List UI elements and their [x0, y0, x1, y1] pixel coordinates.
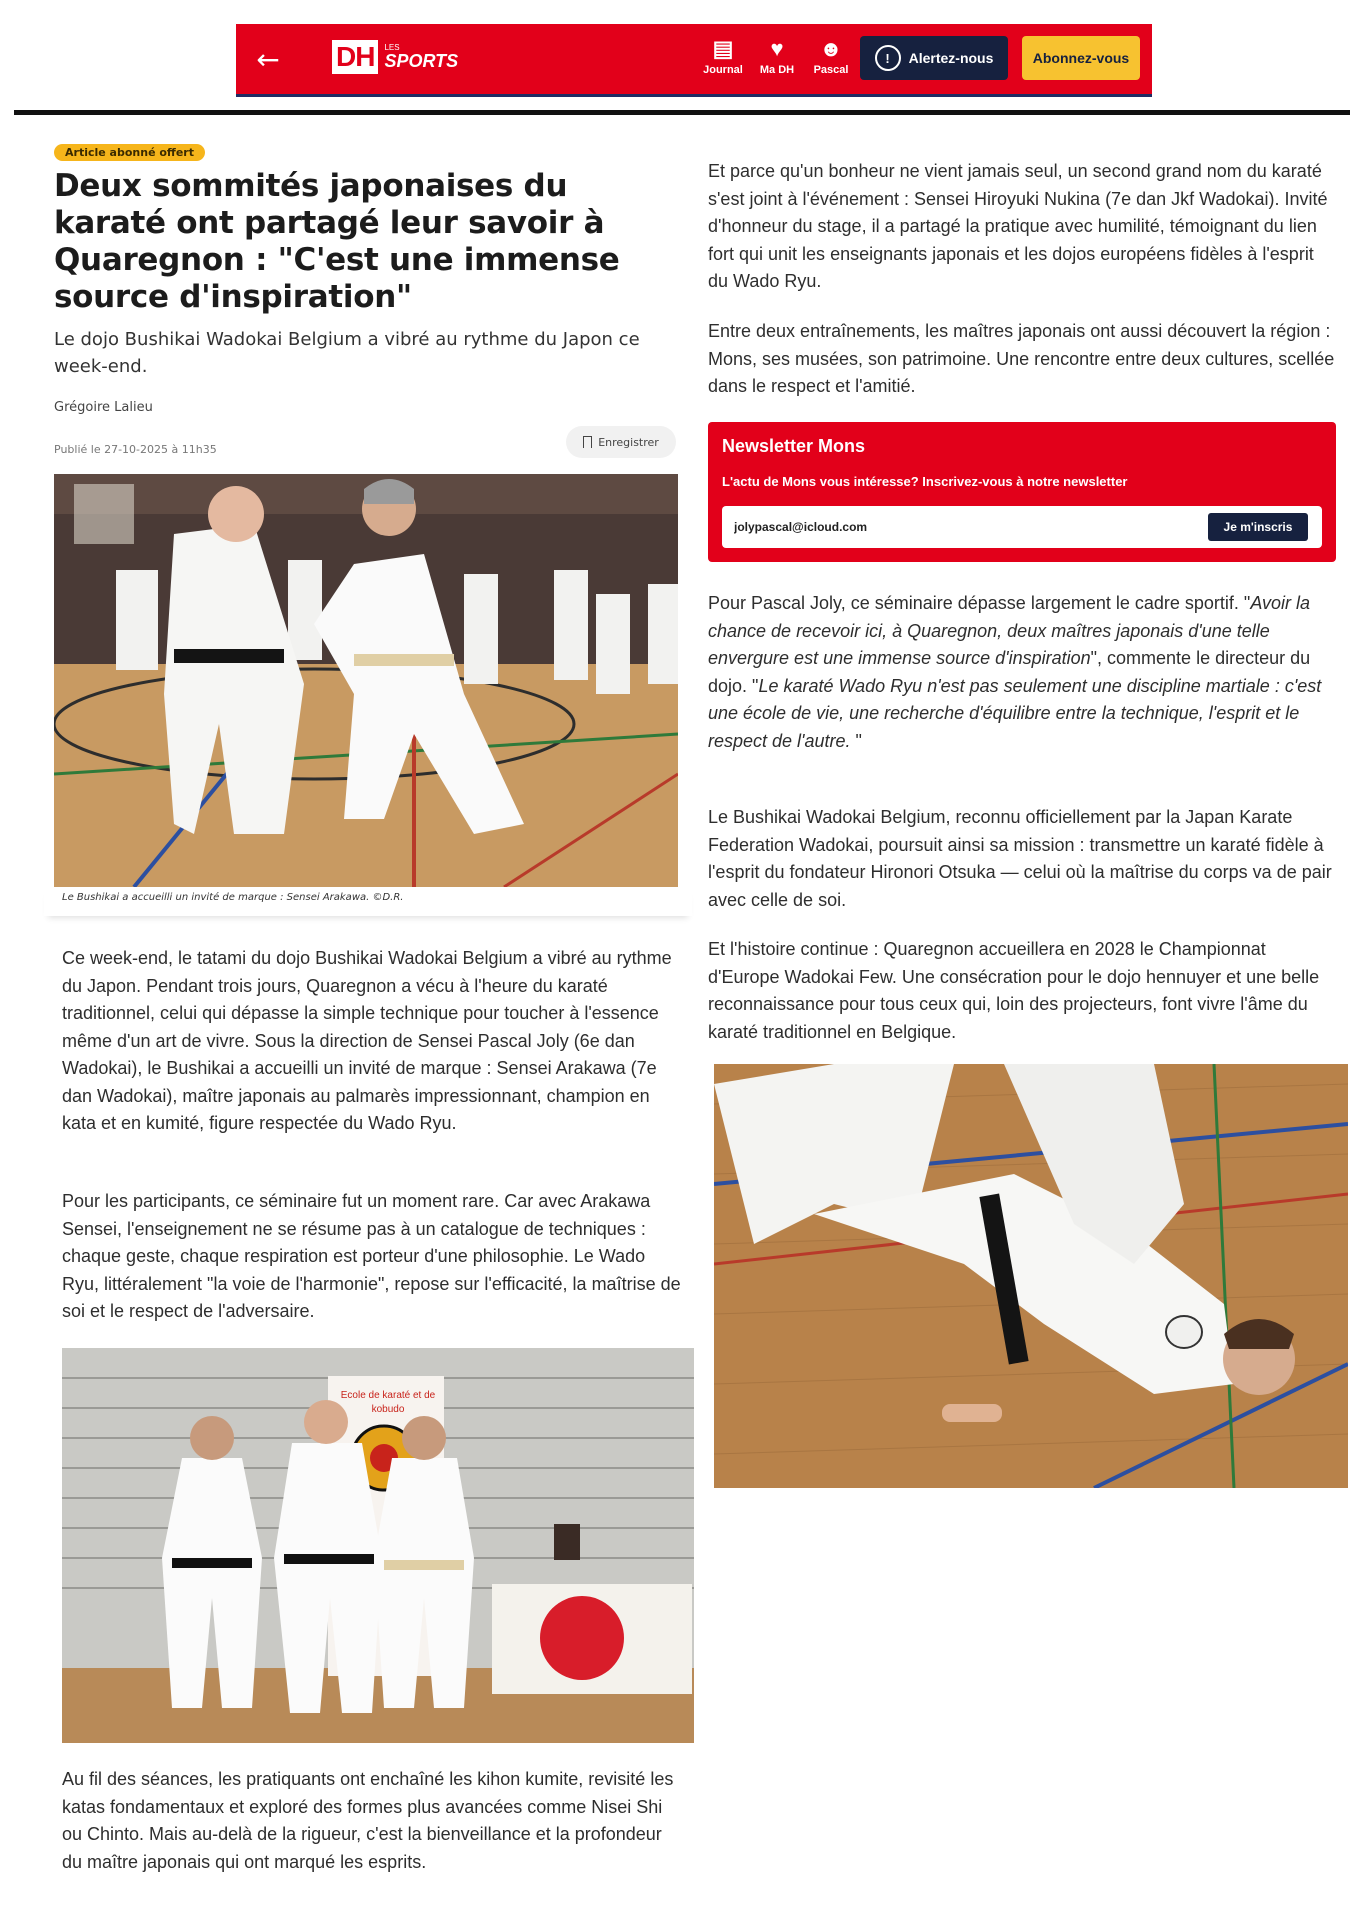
- nav-journal-label: Journal: [703, 64, 743, 76]
- article-photo-training[interactable]: [54, 474, 678, 887]
- left-paragraph-2: Pour les participants, ce séminaire fut un moment rare. Car avec Arakawa Sensei, l'enseignement ne se résume pas à un catalogue de techniques : chaque geste, chaque respiration est porteur d'une philosophie. Le Wado Ryu, littéralement "la voie de l'harmonie", repose sur l'efficacité, la maîtrise de soi et le respect de l'adversaire.: [62, 1191, 681, 1321]
- header-nav: [696, 34, 858, 76]
- left-paragraph-3: Au fil des séances, les pratiquants ont enchaîné les kihon kumite, revisité les katas fondamentaux et exploré des formes plus avancées comme Nisei Shi ou Chinto. Mais au-delà de la rigueur, c'est la bienveillance et la profondeur du maître japonais qui ont marqué les esprits.: [62, 1769, 674, 1872]
- quote-text-1: Pour Pascal Joly, ce séminaire dépasse largement le cadre sportif. ": [708, 593, 1251, 613]
- save-button-label: Enregistrer: [598, 435, 659, 449]
- newsletter-email-input[interactable]: [734, 514, 1194, 540]
- training-photo-illustration: [54, 474, 678, 887]
- newsletter-form: [722, 506, 1322, 548]
- site-logo[interactable]: [332, 40, 458, 74]
- throw-photo-illustration: [714, 1064, 1348, 1488]
- user-icon: ☻: [819, 36, 843, 61]
- right-paragraph-1: Et parce qu'un bonheur ne vient jamais seul, un second grand nom du karaté s'est joint à l'événement : Sensei Hiroyuki Nukina (7e dan Jkf Wadokai). Invité d'honneur du stage, il a partagé la pratique avec humilité, témoignant du lien fort qui unit les enseignants japonais et les dojos européens fidèles à l'esprit du Wado Ryu.: [708, 161, 1328, 291]
- newsletter-signup: [708, 422, 1336, 562]
- quote-text-3: ": [850, 730, 862, 751]
- nav-journal[interactable]: [696, 34, 750, 76]
- quote-text-2: ", commente le directeur du dojo. ": [708, 648, 1311, 696]
- right-paragraph-quote: [708, 590, 1336, 755]
- heart-icon: ♥: [770, 36, 784, 61]
- logo-sports: [384, 44, 458, 71]
- article-title: Deux sommités japonaises du karaté ont partagé leur savoir à Quaregnon : "C'est une immense source d'inspiration": [54, 168, 620, 315]
- right-paragraph-3: Le Bushikai Wadokai Belgium, reconnu officiellement par la Japan Karate Federation Wadokai, poursuit ainsi sa mission : transmettre un karaté fidèle à l'esprit du fondateur Hironori Otsuka — celui où la maîtrise du corps va de pair avec celle de soi.: [708, 807, 1332, 910]
- nav-account-label: Pascal: [813, 64, 849, 76]
- logo-dh: DH: [332, 40, 378, 74]
- newspaper-icon: ▤: [712, 36, 734, 61]
- publish-date: Publié le 27-10-2025 à 11h35: [54, 443, 217, 456]
- article-lead: Le dojo Bushikai Wadokai Belgium a vibré au rythme du Japon ce week-end.: [54, 329, 640, 377]
- right-paragraph-4: Et l'histoire continue : Quaregnon accueillera en 2028 le Championnat d'Europe Wadokai Few. Une consécration pour le dojo hennuyer et une belle reconnaissance pour tous ceux qui, loin des projecteurs, font vivre l'âme du karaté traditionnel en Belgique.: [708, 939, 1320, 1042]
- logo-sports-text: SPORTS: [384, 50, 459, 71]
- photo1-caption: Le Bushikai a accueilli un invité de marque : Sensei Arakawa. ©D.R.: [62, 892, 404, 903]
- banner-line-1: Ecole de karaté et de: [340, 1390, 436, 1401]
- article-author[interactable]: Grégoire Lalieu: [54, 400, 153, 415]
- article-photo-throw[interactable]: [714, 1064, 1348, 1488]
- bookmark-icon: [583, 436, 592, 448]
- site-header: [236, 24, 1152, 97]
- nav-ma-dh-label: Ma DH: [759, 64, 795, 76]
- right-paragraph-2: Entre deux entraînements, les maîtres japonais ont aussi découvert la région : Mons, ses musées, son patrimoine. Une rencontre entre deux cultures, scellée dans le respect et l'amitié.: [708, 321, 1335, 396]
- newsletter-title: Newsletter Mons: [722, 436, 866, 456]
- quote-italic-2: Le karaté Wado Ryu n'est pas seulement une discipline martiale : c'est une école de vie, une recherche d'équilibre entre la technique, l'esprit et le respect de l'autre.: [708, 675, 1322, 751]
- newsletter-description: L'actu de Mons vous intéresse? Inscrivez-vous à notre newsletter: [722, 474, 1128, 489]
- newsletter-subscribe-button[interactable]: Je m'inscris: [1208, 513, 1308, 541]
- alert-button[interactable]: [860, 36, 1008, 80]
- left-paragraph-1: Ce week-end, le tatami du dojo Bushikai Wadokai Belgium a vibré au rythme du Japon. Pendant trois jours, Quaregnon a vécu à l'heure du karaté traditionnel, celui qui dépasse la simple technique pour toucher à l'essence même d'un art de vivre. Sous la direction de Sensei Pascal Joly (6e dan Wadokai), le Bushikai a accueilli un invité de marque : Sensei Arakawa (7e dan Wadokai), maître japonais au palmarès impressionnant, champion en kata et en kumité, figure respectée du Wado Ryu.: [62, 948, 672, 1133]
- banner-line-2: kobudo: [371, 1404, 405, 1415]
- quote-italic-1: Avoir la chance de recevoir ici, à Quaregnon, deux maîtres japonais d'une telle envergure est une immense source d'inspiration: [708, 593, 1311, 668]
- save-button[interactable]: [566, 426, 676, 458]
- nav-ma-dh[interactable]: [750, 34, 804, 76]
- header-divider: [14, 110, 1350, 115]
- article-photo-group[interactable]: [62, 1348, 694, 1743]
- logo-les: LES: [384, 42, 400, 52]
- back-arrow-icon[interactable]: ←: [256, 42, 280, 76]
- alert-icon: !: [875, 45, 901, 71]
- alert-button-label: Alertez-nous: [908, 50, 994, 66]
- subscriber-badge: Article abonné offert: [54, 144, 205, 161]
- subscribe-button[interactable]: Abonnez-vous: [1022, 36, 1140, 80]
- nav-account[interactable]: [804, 34, 858, 76]
